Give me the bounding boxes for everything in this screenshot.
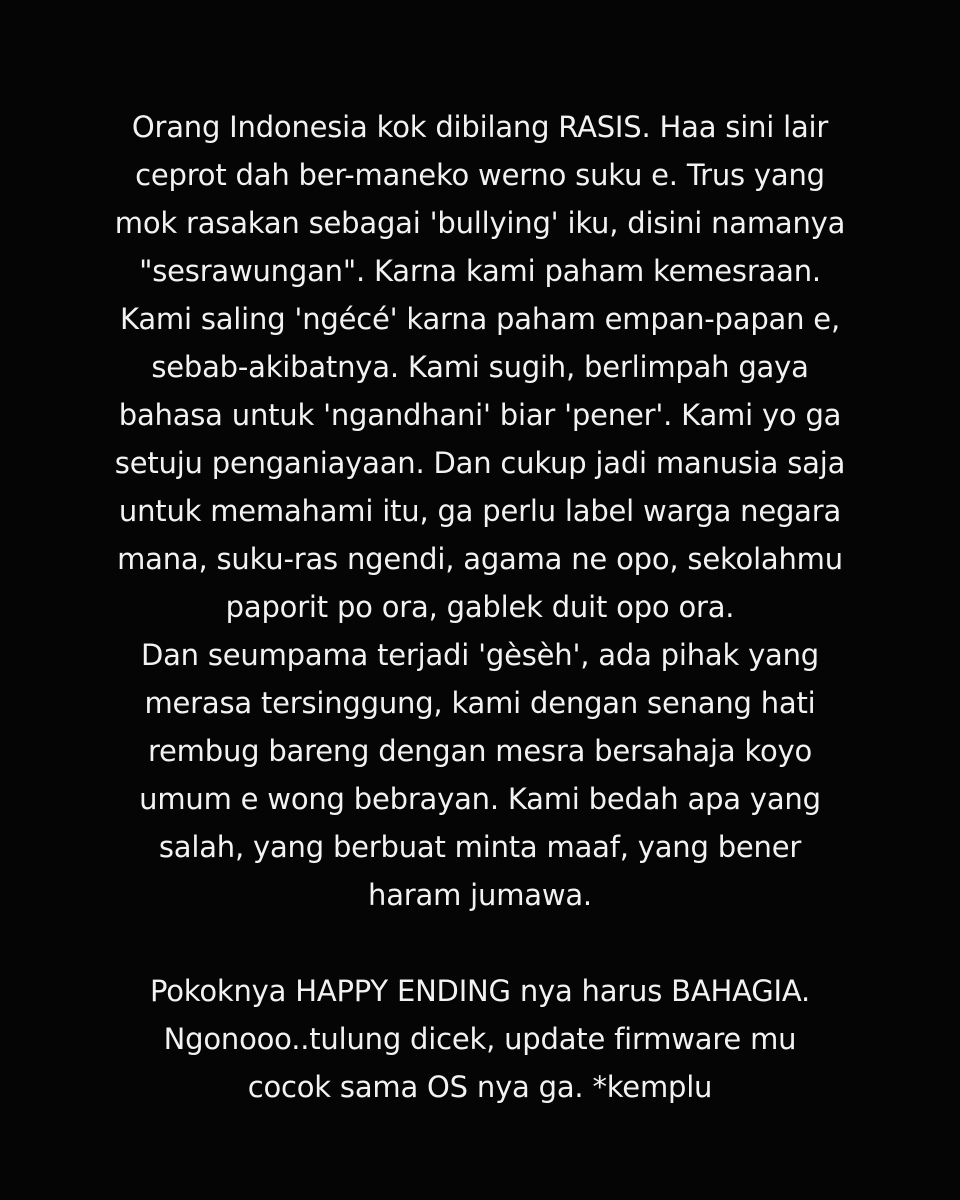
text-line: "sesrawungan". Karna kami paham kemesraan. xyxy=(139,254,821,288)
text-line: Dan seumpama terjadi 'gèsèh', ada pihak yang xyxy=(140,638,820,672)
text-line: rembug bareng dengan mesra bersahaja koyo xyxy=(147,734,813,768)
text-line: merasa tersinggung, kami dengan senang hati xyxy=(144,686,816,720)
text-line: untuk memahami itu, ga perlu label warga negara xyxy=(118,494,842,528)
post-text-block xyxy=(40,103,920,1111)
text-line: bahasa untuk 'ngandhani' biar 'pener'. Kami yo ga xyxy=(118,398,842,432)
text-line: ceprot dah ber-maneko werno suku e. Trus yang xyxy=(135,158,825,192)
text-line: sebab-akibatnya. Kami sugih, berlimpah gaya xyxy=(151,350,809,384)
text-line: mok rasakan sebagai 'bullying' iku, disini namanya xyxy=(114,206,846,240)
text-line: salah, yang berbuat minta maaf, yang bener xyxy=(158,830,802,864)
text-line: haram jumawa. xyxy=(368,878,592,912)
text-line: cocok sama OS nya ga. *kemplu xyxy=(247,1070,713,1104)
text-line: paporit po ora, gablek duit opo ora. xyxy=(225,590,735,624)
paragraph-gap xyxy=(40,919,920,967)
text-line: Kami saling 'ngécé' karna paham empan-papan e, xyxy=(120,302,840,336)
text-line: setuju penganiayaan. Dan cukup jadi manusia saja xyxy=(114,446,846,480)
text-line: mana, suku-ras ngendi, agama ne opo, sekolahmu xyxy=(117,542,843,576)
text-line: Ngonooo..tulung dicek, update firmware mu xyxy=(163,1022,797,1056)
text-line: Orang Indonesia kok dibilang RASIS. Haa sini lair xyxy=(131,110,829,144)
text-line: Pokoknya HAPPY ENDING nya harus BAHAGIA. xyxy=(150,974,810,1008)
text-line: umum e wong bebrayan. Kami bedah apa yang xyxy=(139,782,821,816)
